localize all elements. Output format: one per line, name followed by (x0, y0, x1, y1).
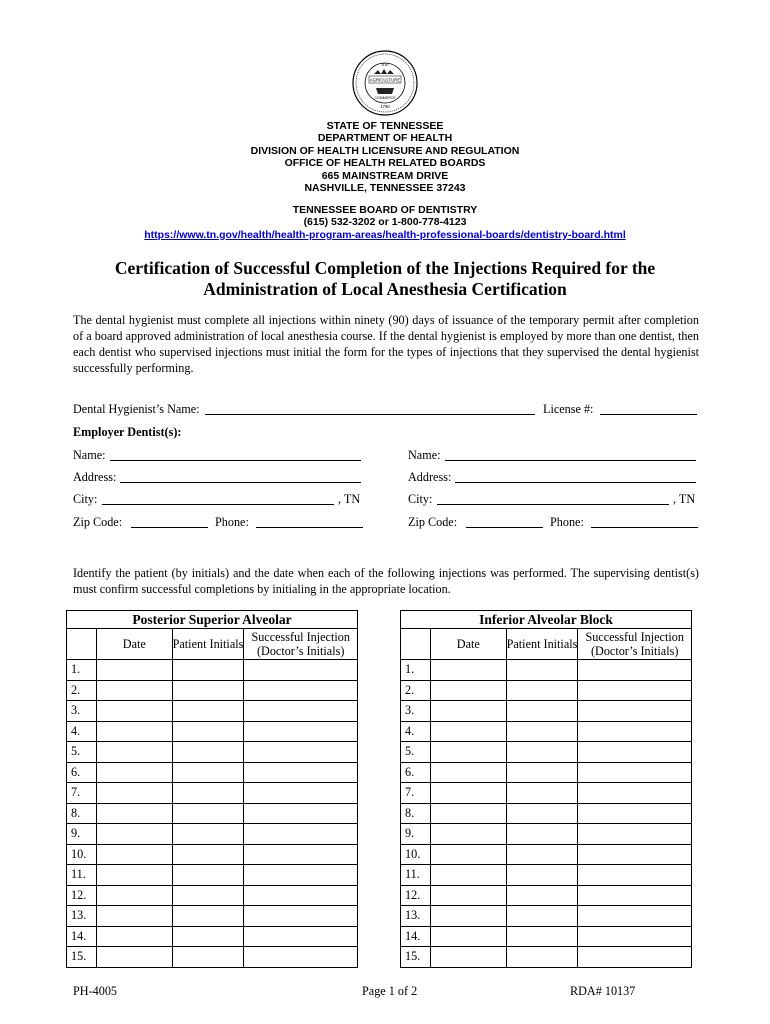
table-row (401, 680, 692, 701)
date-cell[interactable] (96, 680, 172, 701)
dentist1-zip-field[interactable] (131, 527, 208, 528)
table-row (67, 824, 358, 845)
column-header: Successful Injection (Doctor’s Initials) (578, 629, 692, 660)
svg-text:COMMERCE: COMMERCE (374, 96, 396, 100)
row-number: 15. (67, 947, 97, 968)
doctor-initials-cell[interactable] (578, 885, 692, 906)
patient-initials-cell[interactable] (172, 844, 244, 865)
table-row (67, 803, 358, 824)
board-phone: (615) 532-3202 or 1-800-778-4123 (303, 216, 467, 229)
table-row (401, 844, 692, 865)
date-cell[interactable] (430, 844, 506, 865)
dentist2-state: , TN (673, 492, 696, 506)
row-number: 13. (67, 906, 97, 927)
patient-initials-cell[interactable] (172, 742, 244, 763)
dentist2-name-label: Name: (408, 448, 441, 462)
dentist1-city-label: City: (73, 492, 98, 506)
patient-initials-cell[interactable] (506, 680, 578, 701)
row-number: 5. (401, 742, 431, 763)
table-row (401, 721, 692, 742)
column-header: Date (96, 629, 172, 660)
header-line: DEPARTMENT OF HEALTH (317, 132, 453, 145)
table-row (401, 701, 692, 722)
table-row (401, 783, 692, 804)
dentist1-phone-label: Phone: (215, 515, 249, 529)
doctor-initials-cell[interactable] (244, 947, 358, 968)
dentist1-zip-label: Zip Code: (73, 515, 123, 529)
patient-initials-cell[interactable] (506, 926, 578, 947)
column-header: Patient Initials (506, 629, 578, 660)
row-number: 7. (67, 783, 97, 804)
table-row (67, 926, 358, 947)
row-number: 9. (67, 824, 97, 845)
doctor-initials-cell[interactable] (244, 721, 358, 742)
date-cell[interactable] (430, 947, 506, 968)
date-cell[interactable] (430, 926, 506, 947)
patient-initials-cell[interactable] (172, 926, 244, 947)
doctor-initials-cell[interactable] (244, 803, 358, 824)
row-number: 4. (67, 721, 97, 742)
row-number: 6. (401, 762, 431, 783)
date-cell[interactable] (96, 865, 172, 886)
patient-initials-cell[interactable] (506, 824, 578, 845)
row-number-header (67, 629, 97, 660)
date-cell[interactable] (430, 865, 506, 886)
table-row (401, 742, 692, 763)
table-row (67, 783, 358, 804)
date-cell[interactable] (96, 885, 172, 906)
dentist2-address-label: Address: (408, 470, 452, 484)
patient-initials-cell[interactable] (506, 865, 578, 886)
doctor-initials-cell[interactable] (578, 926, 692, 947)
doctor-initials-cell[interactable] (578, 680, 692, 701)
date-cell[interactable] (430, 762, 506, 783)
employer-dentists-label: Employer Dentist(s): (73, 425, 182, 439)
row-number: 8. (67, 803, 97, 824)
dentist1-name-label: Name: (73, 448, 106, 462)
row-number: 4. (401, 721, 431, 742)
date-cell[interactable] (430, 701, 506, 722)
date-cell[interactable] (430, 824, 506, 845)
patient-initials-cell[interactable] (506, 721, 578, 742)
patient-initials-cell[interactable] (506, 885, 578, 906)
doctor-initials-cell[interactable] (244, 926, 358, 947)
dentist2-city-label: City: (408, 492, 433, 506)
header-line: NASHVILLE, TENNESSEE 37243 (304, 182, 466, 195)
table-row (67, 762, 358, 783)
table-row (67, 680, 358, 701)
header-line: 665 MAINSTREAM DRIVE (321, 169, 449, 182)
form-title: Certification of Successful Completion of the Injections Required for the Administration of Local Anesthesia Certification (114, 258, 656, 299)
svg-text:XVI: XVI (381, 62, 389, 67)
table-row (67, 701, 358, 722)
board-name: TENNESSEE BOARD OF DENTISTRY (292, 204, 478, 216)
table-caption: Inferior Alveolar Block (401, 611, 692, 629)
column-header: Successful Injection (Doctor’s Initials) (244, 629, 358, 660)
page-number: Page 1 of 2 (362, 984, 418, 998)
row-number: 14. (67, 926, 97, 947)
row-number: 11. (401, 865, 431, 886)
doctor-initials-cell[interactable] (244, 783, 358, 804)
patient-initials-cell[interactable] (172, 721, 244, 742)
row-number: 3. (67, 701, 97, 722)
date-cell[interactable] (430, 885, 506, 906)
date-cell[interactable] (96, 701, 172, 722)
row-number: 14. (401, 926, 431, 947)
row-number: 1. (67, 660, 97, 681)
doctor-initials-cell[interactable] (578, 701, 692, 722)
patient-initials-cell[interactable] (172, 680, 244, 701)
row-number: 11. (67, 865, 97, 886)
doctor-initials-cell[interactable] (578, 947, 692, 968)
table-row (401, 803, 692, 824)
row-number: 2. (67, 680, 97, 701)
patient-initials-cell[interactable] (506, 947, 578, 968)
seal-year: 1796 (380, 104, 390, 109)
dentist2-city-field[interactable] (437, 504, 669, 505)
doctor-initials-cell[interactable] (578, 660, 692, 681)
date-cell[interactable] (96, 926, 172, 947)
doctor-initials-cell[interactable] (578, 762, 692, 783)
row-number: 13. (401, 906, 431, 927)
doctor-initials-cell[interactable] (244, 906, 358, 927)
patient-initials-cell[interactable] (506, 803, 578, 824)
row-number: 6. (67, 762, 97, 783)
patient-initials-cell[interactable] (172, 906, 244, 927)
dentist2-address-field[interactable] (455, 482, 696, 483)
instructions-paragraph: Identify the patient (by initials) and the date when each of the following injections was performed. The supervising dentist(s) must confirm successful completions by initialing in the appropriate location. (73, 566, 699, 596)
dentist2-zip-label: Zip Code: (408, 515, 458, 529)
row-number: 10. (401, 844, 431, 865)
patient-initials-cell[interactable] (506, 701, 578, 722)
row-number: 10. (67, 844, 97, 865)
doctor-initials-cell[interactable] (244, 660, 358, 681)
patient-initials-cell[interactable] (506, 844, 578, 865)
doctor-initials-cell[interactable] (578, 844, 692, 865)
date-cell[interactable] (430, 742, 506, 763)
dentist1-name-field[interactable] (110, 460, 361, 461)
table-row (67, 947, 358, 968)
row-number-header (401, 629, 431, 660)
table-row (401, 926, 692, 947)
patient-initials-cell[interactable] (172, 803, 244, 824)
seal-word-agriculture: AGRICULTURE (369, 77, 401, 83)
dentist2-zip-field[interactable] (466, 527, 543, 528)
date-cell[interactable] (96, 824, 172, 845)
table-row (67, 721, 358, 742)
doctor-initials-cell[interactable] (244, 762, 358, 783)
board-url-link[interactable]: https://www.tn.gov/health/health-program-areas/health-professional-boards/dentistry-board.html (144, 228, 626, 241)
dentist1-phone-field[interactable] (256, 527, 363, 528)
doctor-initials-cell[interactable] (244, 885, 358, 906)
table-row (67, 742, 358, 763)
date-cell[interactable] (96, 660, 172, 681)
date-cell[interactable] (430, 906, 506, 927)
table-row (401, 660, 692, 681)
form-number: PH-4005 (73, 984, 118, 998)
doctor-initials-cell[interactable] (578, 906, 692, 927)
posterior-superior-alveolar-table (66, 610, 358, 968)
table-row (67, 865, 358, 886)
date-cell[interactable] (430, 803, 506, 824)
table-row (67, 885, 358, 906)
inferior-alveolar-block-table (400, 610, 692, 968)
doctor-initials-cell[interactable] (244, 865, 358, 886)
row-number: 12. (401, 885, 431, 906)
doctor-initials-cell[interactable] (244, 680, 358, 701)
doctor-initials-cell[interactable] (578, 824, 692, 845)
header-line: OFFICE OF HEALTH RELATED BOARDS (284, 157, 486, 170)
row-number: 1. (401, 660, 431, 681)
license-field[interactable] (600, 414, 697, 415)
row-number: 3. (401, 701, 431, 722)
patient-initials-cell[interactable] (172, 762, 244, 783)
table-row (401, 762, 692, 783)
agency-header (0, 120, 770, 194)
doctor-initials-cell[interactable] (244, 701, 358, 722)
column-header: Patient Initials (172, 629, 244, 660)
patient-initials-cell[interactable] (172, 824, 244, 845)
patient-initials-cell[interactable] (506, 742, 578, 763)
board-header (0, 204, 770, 241)
dentist2-phone-label: Phone: (550, 515, 584, 529)
intro-paragraph: The dental hygienist must complete all injections within ninety (90) days of issuance of the temporary permit after completion of a board approved administration of local anesthesia course. If the dental hygienist is employed by more than one dentist, then each dentist who supervised injections must initial the form for the types of injections that they supervised the dental hygienist successfully performing. (73, 313, 699, 375)
row-number: 7. (401, 783, 431, 804)
date-cell[interactable] (96, 783, 172, 804)
hygienist-name-label: Dental Hygienist’s Name: (73, 402, 200, 416)
date-cell[interactable] (96, 803, 172, 824)
row-number: 8. (401, 803, 431, 824)
patient-initials-cell[interactable] (172, 660, 244, 681)
patient-initials-cell[interactable] (506, 906, 578, 927)
header-line: DIVISION OF HEALTH LICENSURE AND REGULATION (250, 144, 520, 157)
dentist1-address-field[interactable] (120, 482, 361, 483)
table-row (67, 844, 358, 865)
row-number: 2. (401, 680, 431, 701)
doctor-initials-cell[interactable] (578, 742, 692, 763)
hygienist-name-field[interactable] (205, 414, 535, 415)
row-number: 9. (401, 824, 431, 845)
patient-initials-cell[interactable] (172, 783, 244, 804)
date-cell[interactable] (96, 721, 172, 742)
table-row (401, 865, 692, 886)
row-number: 15. (401, 947, 431, 968)
table-row (401, 947, 692, 968)
row-number: 5. (67, 742, 97, 763)
patient-initials-cell[interactable] (172, 701, 244, 722)
patient-initials-cell[interactable] (506, 660, 578, 681)
doctor-initials-cell[interactable] (578, 783, 692, 804)
doctor-initials-cell[interactable] (244, 742, 358, 763)
state-seal-logo (352, 50, 418, 116)
date-cell[interactable] (430, 721, 506, 742)
date-cell[interactable] (96, 906, 172, 927)
date-cell[interactable] (96, 762, 172, 783)
patient-initials-cell[interactable] (172, 947, 244, 968)
doctor-initials-cell[interactable] (578, 721, 692, 742)
column-header: Date (430, 629, 506, 660)
table-row (401, 906, 692, 927)
table-row (67, 660, 358, 681)
table-row (67, 906, 358, 927)
date-cell[interactable] (96, 947, 172, 968)
patient-initials-cell[interactable] (506, 762, 578, 783)
dentist2-phone-field[interactable] (591, 527, 698, 528)
dentist1-state: , TN (338, 492, 361, 506)
doctor-initials-cell[interactable] (244, 824, 358, 845)
doctor-initials-cell[interactable] (244, 844, 358, 865)
date-cell[interactable] (96, 742, 172, 763)
date-cell[interactable] (430, 660, 506, 681)
table-row (401, 885, 692, 906)
table-caption: Posterior Superior Alveolar (67, 611, 358, 629)
patient-initials-cell[interactable] (172, 865, 244, 886)
dentist1-address-label: Address: (73, 470, 117, 484)
doctor-initials-cell[interactable] (578, 803, 692, 824)
table-row (401, 824, 692, 845)
license-label: License #: (543, 402, 594, 416)
doctor-initials-cell[interactable] (578, 865, 692, 886)
date-cell[interactable] (96, 844, 172, 865)
row-number: 12. (67, 885, 97, 906)
date-cell[interactable] (430, 783, 506, 804)
patient-initials-cell[interactable] (172, 885, 244, 906)
dentist2-name-field[interactable] (445, 460, 696, 461)
dentist1-city-field[interactable] (102, 504, 334, 505)
date-cell[interactable] (430, 680, 506, 701)
header-line: STATE OF TENNESSEE (326, 120, 444, 132)
patient-initials-cell[interactable] (506, 783, 578, 804)
rda-number: RDA# 10137 (570, 984, 636, 998)
